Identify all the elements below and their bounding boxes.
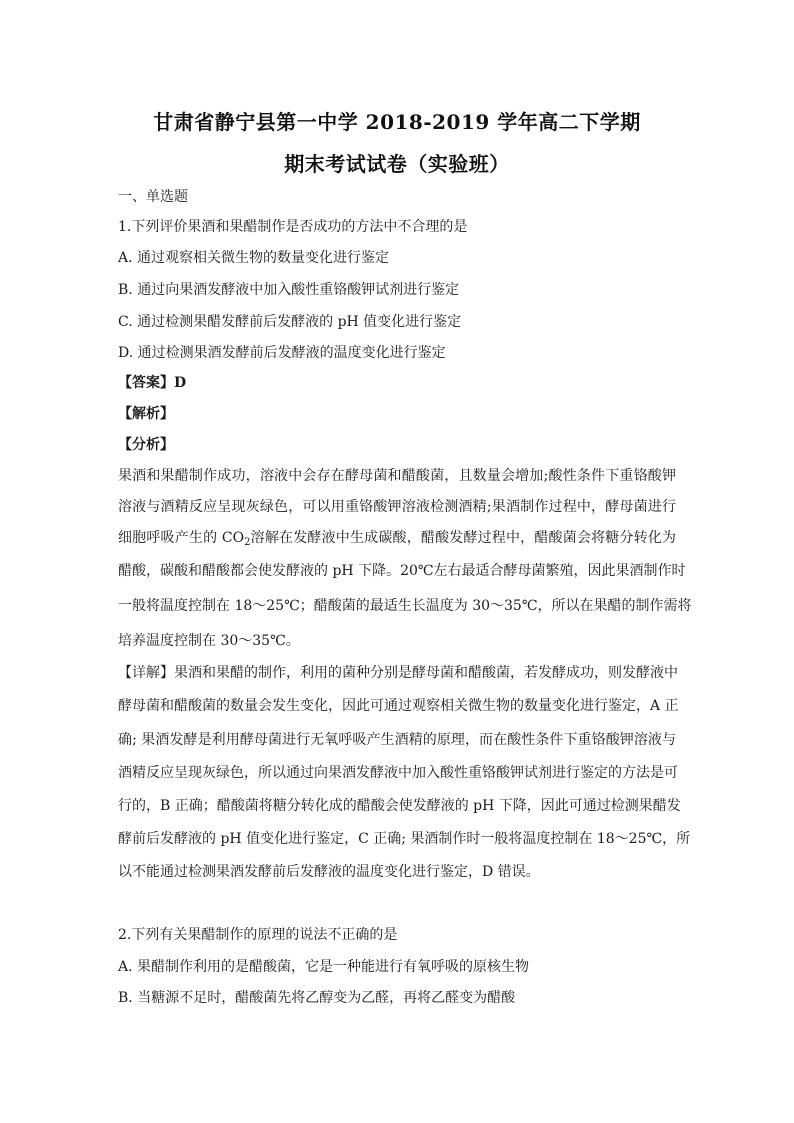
- analysis-line: 醋酸，碳酸和醋酸都会使发酵液的 pH 下降。20℃左右最适合酵母菌繁殖，因此果酒制作时: [118, 563, 686, 579]
- question-1-explanation-label: 【解析】: [118, 406, 174, 422]
- section-heading: 一、单选题: [118, 189, 188, 205]
- detail-line: 以不能通过检测果酒发酵前后发酵液的温度变化进行鉴定，D 错误。: [118, 864, 540, 880]
- detail-line: 行的，B 正确；醋酸菌将糖分转化成的醋酸会使发酵液的 pH 下降，因此可通过检测果醋发: [118, 798, 681, 814]
- document-title-line-1: 甘肃省静宁县第一中学 2018-2019 学年高二下学期: [153, 110, 641, 134]
- question-1-option-b: B. 通过向果酒发酵液中加入酸性重铬酸钾试剂进行鉴定: [118, 282, 460, 298]
- question-2-option-b: B. 当糖源不足时，醋酸菌先将乙醇变为乙醛，再将乙醛变为醋酸: [118, 990, 516, 1006]
- analysis-line: [118, 529, 676, 547]
- detail-line: 酵母菌和醋酸菌的数量会发生变化，因此可通过观察相关微生物的数量变化进行鉴定，A 正: [118, 698, 679, 714]
- document-title-line-2: 期末考试试卷（实验班）: [284, 152, 510, 176]
- question-2-option-a: A. 果醋制作利用的是醋酸菌，它是一种能进行有氧呼吸的原核生物: [118, 959, 530, 975]
- analysis-line: 果酒和果醋制作成功，溶液中会存在酵母菌和醋酸菌，且数量会增加;酸性条件下重铬酸钾: [118, 468, 676, 484]
- analysis-text: 细胞呼吸产生的 CO: [118, 530, 245, 546]
- question-1-answer: 【答案】D: [118, 375, 187, 391]
- analysis-line: 培养温度控制在 30～35℃。: [118, 633, 300, 649]
- detail-line: 酒精反应呈现灰绿色，所以通过向果酒发酵液中加入酸性重铬酸钾试剂进行鉴定的方法是可: [118, 765, 678, 781]
- analysis-line: 一般将温度控制在 18～25℃；醋酸菌的最适生长温度为 30～35℃，所以在果醋的制作需将: [118, 598, 692, 614]
- question-1-option-d: D. 通过检测果酒发酵前后发酵液的温度变化进行鉴定: [118, 345, 446, 361]
- question-1-option-c: C. 通过检测果醋发酵前后发酵液的 pH 值变化进行鉴定: [118, 314, 462, 330]
- question-2-stem: 2.下列有关果醋制作的原理的说法不正确的是: [118, 927, 398, 943]
- detail-line: 确; 果酒发酵是利用酵母菌进行无氧呼吸产生酒精的原理，而在酸性条件下重铬酸钾溶液与: [118, 732, 676, 748]
- detail-line: 酵前后发酵液的 pH 值变化进行鉴定，C 正确; 果酒制作时一般将温度控制在 18～25℃，所: [118, 831, 691, 847]
- analysis-text: 溶解在发酵液中生成碳酸，醋酸发酵过程中，醋酸菌会将糖分转化为: [250, 530, 677, 546]
- question-1-analysis-label: 【分析】: [118, 437, 174, 453]
- question-1-stem: 1.下列评价果酒和果醋制作是否成功的方法中不合理的是: [118, 219, 468, 235]
- question-1-option-a: A. 通过观察相关微生物的数量变化进行鉴定: [118, 250, 390, 266]
- co2-subscript: 2: [244, 537, 251, 548]
- analysis-line: 溶液与酒精反应呈现灰绿色，可以用重铬酸钾溶液检测酒精;果酒制作过程中，酵母菌进行: [118, 499, 676, 515]
- detail-line: 【详解】果酒和果醋的制作，利用的菌种分别是酵母菌和醋酸菌，若发酵成功，则发酵液中: [118, 665, 678, 681]
